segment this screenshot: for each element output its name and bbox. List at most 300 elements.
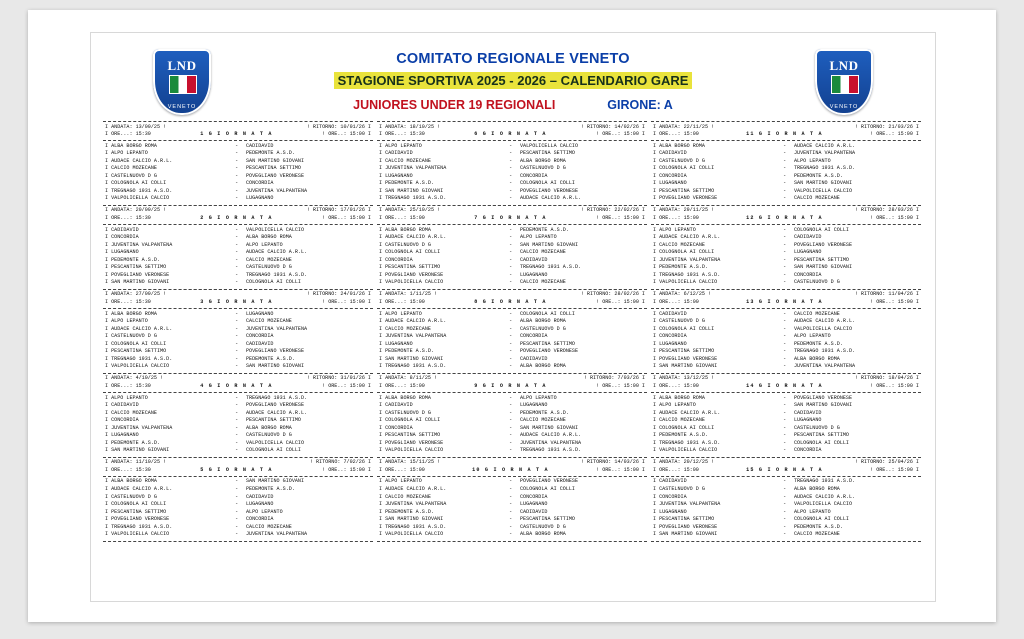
home-team: I CALCIO MOZECANE: [379, 325, 431, 332]
home-team: I SAN MARTINO GIOVANI: [105, 279, 170, 286]
round-block: [651, 373, 921, 458]
match-separator: -: [235, 516, 239, 523]
match-row: [379, 478, 645, 486]
away-team: CADIDAVID: [519, 256, 548, 263]
away-team: PEDEMONTE A.S.D.: [245, 150, 295, 157]
home-team: I SAN MARTINO GIOVANI: [379, 187, 444, 194]
home-team: I PESCANTINA SETTIMO: [653, 516, 715, 523]
match-separator: -: [783, 424, 787, 431]
match-row: [379, 402, 645, 410]
match-row: [653, 195, 919, 203]
home-team: I AUDACE CALCIO A.R.L.: [105, 157, 173, 164]
home-team: I POVEGLIANO VERONESE: [653, 195, 718, 202]
match-separator: -: [783, 523, 787, 530]
home-team: I COLOGNOLA AI COLLI: [653, 424, 715, 431]
match-separator: -: [783, 165, 787, 172]
match-row: [379, 311, 645, 319]
match-row: [379, 333, 645, 341]
match-separator: -: [509, 142, 513, 149]
italian-flag-icon: [831, 75, 859, 94]
match-separator: -: [235, 249, 239, 256]
match-separator: -: [783, 142, 787, 149]
ore-andata: I ORE...: 15:00: [379, 298, 425, 305]
ritorno-date: ! RITORNO: 7/03/26 I: [583, 375, 645, 382]
match-separator: -: [509, 172, 513, 179]
match-separator: -: [783, 256, 787, 263]
away-team: JUVENTINA VALPANTENA: [245, 325, 308, 332]
match-separator: -: [235, 279, 239, 286]
match-row: [379, 447, 645, 455]
home-team: I CONCORDIA: [105, 417, 139, 424]
match-separator: -: [235, 195, 239, 202]
match-list: [103, 477, 373, 541]
ritorno-date: ! RITORNO: 18/04/26 I: [854, 375, 919, 382]
home-team: I PESCANTINA SETTIMO: [653, 187, 715, 194]
match-list: [377, 141, 647, 205]
away-team: TREGNAGO 1931 A.S.D.: [519, 447, 582, 454]
away-team: POVEGLIANO VERONESE: [245, 402, 305, 409]
round-number: 2 G I O R N A T A: [200, 215, 273, 222]
match-row: [379, 432, 645, 440]
match-row: [105, 363, 371, 371]
match-list: [651, 393, 921, 457]
match-separator: -: [783, 318, 787, 325]
match-separator: -: [235, 417, 239, 424]
away-team: ALBA BORGO ROMA: [519, 363, 566, 370]
round-block: [651, 289, 921, 374]
away-team: VALPOLICELLA CALCIO: [793, 325, 853, 332]
home-team: I ALBA BORGO ROMA: [653, 394, 705, 401]
match-row: [379, 356, 645, 364]
ore-ritorno: ! ORE..: 15:00 I: [322, 131, 371, 138]
document-page: [28, 10, 996, 622]
match-separator: -: [509, 493, 513, 500]
match-row: [653, 150, 919, 158]
round-dates: [377, 206, 647, 215]
match-list: [377, 309, 647, 373]
match-row: [379, 272, 645, 280]
home-team: I CALCIO MOZECANE: [379, 493, 431, 500]
match-row: [379, 188, 645, 196]
home-team: I ALBA BORGO ROMA: [379, 394, 431, 401]
home-team: I VALPOLICELLA CALCIO: [105, 195, 170, 202]
round-dates: [103, 206, 373, 215]
away-team: JUVENTINA VALPANTENA: [245, 531, 308, 538]
match-separator: -: [235, 478, 239, 485]
home-team: I TREGNAGO 1931 A.S.D.: [379, 195, 447, 202]
home-team: I TREGNAGO 1931 A.S.D.: [105, 187, 173, 194]
round-times: [651, 131, 921, 141]
home-team: I ALBA BORGO ROMA: [105, 478, 157, 485]
home-team: I PEDEMONTE A.S.D.: [653, 264, 709, 271]
match-row: [379, 234, 645, 242]
match-list: [377, 393, 647, 457]
match-separator: -: [783, 516, 787, 523]
match-row: [653, 279, 919, 287]
match-row: [379, 227, 645, 235]
home-team: I VALPOLICELLA CALCIO: [105, 363, 170, 370]
calendar-grid: [103, 121, 923, 541]
home-team: I PESCANTINA SETTIMO: [105, 508, 167, 515]
match-separator: -: [783, 394, 787, 401]
round-number: 11 G I O R N A T A: [746, 131, 823, 138]
away-team: POVEGLIANO VERONESE: [245, 172, 305, 179]
match-separator: -: [235, 165, 239, 172]
home-team: I AUDACE CALCIO A.R.L.: [105, 325, 173, 332]
home-team: I JUVENTINA VALPANTENA: [379, 165, 447, 172]
home-team: I CONCORDIA: [653, 493, 687, 500]
home-team: I CADIDAVID: [105, 402, 139, 409]
round-dates: [651, 122, 921, 131]
andata-date: I ANDATA: 22/11/25 !: [653, 123, 715, 130]
away-team: CALCIO MOZECANE: [793, 195, 840, 202]
match-row: [379, 395, 645, 403]
match-separator: -: [509, 439, 513, 446]
away-team: VALPOLICELLA CALCIO: [793, 187, 853, 194]
home-team: I SAN MARTINO GIOVANI: [379, 355, 444, 362]
match-row: [653, 486, 919, 494]
match-row: [105, 234, 371, 242]
ore-andata: I ORE...: 15:00: [653, 131, 699, 138]
match-row: [379, 257, 645, 265]
andata-date: I ANDATA: 29/11/25 !: [653, 207, 715, 214]
match-separator: -: [235, 180, 239, 187]
match-separator: -: [235, 234, 239, 241]
home-team: I POVEGLIANO VERONESE: [653, 355, 718, 362]
match-row: [379, 509, 645, 517]
match-separator: -: [235, 363, 239, 370]
away-team: POVEGLIANO VERONESE: [519, 187, 579, 194]
match-separator: -: [509, 310, 513, 317]
home-team: I CADIDAVID: [653, 150, 687, 157]
match-separator: -: [509, 249, 513, 256]
away-team: JUVENTINA VALPANTENA: [245, 187, 308, 194]
away-team: CADIDAVID: [793, 234, 822, 241]
match-row: [105, 249, 371, 257]
away-team: CADIDAVID: [245, 142, 274, 149]
ritorno-date: ! RITORNO: 17/01/26 I: [306, 207, 371, 214]
match-row: [379, 150, 645, 158]
andata-date: I ANDATA: 18/10/25 !: [379, 123, 441, 130]
away-team: CASTELNUOVO D G: [519, 325, 566, 332]
home-team: I ALPO LEPANTO: [653, 226, 696, 233]
ore-andata: I ORE...: 15:30: [105, 382, 151, 389]
home-team: I PESCANTINA SETTIMO: [379, 432, 441, 439]
ore-ritorno: ! ORE..: 15:00 I: [596, 466, 645, 473]
away-team: CONCORDIA: [245, 333, 274, 340]
home-team: I CASTELNUOVO D G: [105, 493, 157, 500]
away-team: PESCANTINA SETTIMO: [245, 417, 301, 424]
away-team: ALPO LEPANTO: [793, 157, 831, 164]
away-team: PESCANTINA SETTIMO: [519, 150, 575, 157]
match-row: [379, 264, 645, 272]
match-row: [653, 531, 919, 539]
match-separator: -: [783, 348, 787, 355]
ore-andata: I ORE...: 15:00: [653, 298, 699, 305]
match-separator: -: [783, 432, 787, 439]
home-team: I ALBA BORGO ROMA: [653, 142, 705, 149]
match-separator: -: [783, 187, 787, 194]
home-team: I JUVENTINA VALPANTENA: [653, 501, 721, 508]
home-team: I JUVENTINA VALPANTENA: [105, 424, 173, 431]
match-row: [653, 188, 919, 196]
away-team: PESCANTINA SETTIMO: [245, 165, 301, 172]
ore-ritorno: ! ORE..: 15:00 I: [322, 215, 371, 222]
home-team: I PESCANTINA SETTIMO: [105, 264, 167, 271]
match-separator: -: [235, 187, 239, 194]
away-team: CASTELNUOVO D G: [793, 424, 840, 431]
home-team: I CALCIO MOZECANE: [105, 409, 157, 416]
home-team: I CADIDAVID: [653, 310, 687, 317]
match-row: [653, 402, 919, 410]
home-team: I AUDACE CALCIO A.R.L.: [379, 234, 447, 241]
match-row: [379, 348, 645, 356]
match-row: [379, 440, 645, 448]
home-team: I PEDEMONTE A.S.D.: [379, 180, 435, 187]
away-team: SAN MARTINO GIOVANI: [793, 264, 853, 271]
away-team: TREGNAGO 1931 A.S.D.: [793, 478, 856, 485]
away-team: COLOGNOLA AI COLLI: [519, 180, 575, 187]
ritorno-date: ! RITORNO: 14/03/26 I: [580, 459, 645, 466]
match-separator: -: [235, 394, 239, 401]
ritorno-date: ! RITORNO: 10/01/26 I: [306, 123, 371, 130]
round-times: [651, 467, 921, 477]
match-separator: -: [783, 333, 787, 340]
home-team: I LUGAGNANO: [653, 180, 687, 187]
away-team: PEDEMONTE A.S.D.: [793, 340, 843, 347]
ore-ritorno: ! ORE..: 15:00 I: [596, 382, 645, 389]
home-team: I LUGAGNANO: [105, 432, 139, 439]
match-list: [651, 477, 921, 541]
match-separator: -: [509, 486, 513, 493]
home-team: I PEDEMONTE A.S.D.: [379, 508, 435, 515]
match-separator: -: [783, 264, 787, 271]
match-row: [105, 395, 371, 403]
ore-andata: I ORE...: 15:00: [653, 215, 699, 222]
round-block: [651, 121, 921, 206]
home-team: I CADIDAVID: [379, 150, 413, 157]
away-team: ALBA BORGO ROMA: [793, 486, 840, 493]
round-number: 10 G I O R N A T A: [472, 466, 549, 473]
match-row: [105, 509, 371, 517]
away-team: CONCORDIA: [519, 172, 548, 179]
match-row: [105, 501, 371, 509]
match-separator: -: [509, 318, 513, 325]
match-separator: -: [235, 271, 239, 278]
match-row: [653, 440, 919, 448]
match-separator: -: [509, 180, 513, 187]
match-list: [651, 141, 921, 205]
calendar-sheet: [90, 32, 936, 602]
home-team: I COLOGNOLA AI COLLI: [379, 249, 441, 256]
home-team: I CADIDAVID: [379, 402, 413, 409]
home-team: I SAN MARTINO GIOVANI: [105, 447, 170, 454]
home-team: I ALPO LEPANTO: [379, 142, 422, 149]
away-team: CASTELNUOVO D G: [519, 165, 566, 172]
match-row: [105, 150, 371, 158]
away-team: ALPO LEPANTO: [793, 333, 831, 340]
away-team: JUVENTINA VALPANTENA: [793, 363, 856, 370]
round-times: [651, 383, 921, 393]
away-team: CADIDAVID: [793, 409, 822, 416]
match-row: [653, 516, 919, 524]
ritorno-date: ! RITORNO: 21/03/26 I: [854, 123, 919, 130]
home-team: I LUGAGNANO: [653, 508, 687, 515]
match-separator: -: [235, 310, 239, 317]
away-team: LUGAGNANO: [519, 501, 548, 508]
ore-andata: I ORE...: 15:00: [379, 382, 425, 389]
round-number: 13 G I O R N A T A: [746, 298, 823, 305]
away-team: SAN MARTINO GIOVANI: [519, 241, 579, 248]
away-team: CADIDAVID: [519, 355, 548, 362]
home-team: I CADIDAVID: [653, 478, 687, 485]
match-separator: -: [509, 340, 513, 347]
match-separator: -: [783, 310, 787, 317]
home-team: I CONCORDIA: [379, 424, 413, 431]
match-row: [105, 272, 371, 280]
match-row: [379, 249, 645, 257]
home-team: I CASTELNUOVO D G: [653, 318, 705, 325]
home-team: I CONCORDIA: [105, 234, 139, 241]
match-separator: -: [235, 402, 239, 409]
home-team: I PEDEMONTE A.S.D.: [105, 439, 161, 446]
away-team: LUGAGNANO: [793, 417, 822, 424]
away-team: PEDEMONTE A.S.D.: [793, 523, 843, 530]
ore-andata: I ORE...: 15:30: [105, 215, 151, 222]
andata-date: I ANDATA: 4/10/25 !: [105, 375, 164, 382]
home-team: I POVEGLIANO VERONESE: [379, 271, 444, 278]
andata-date: I ANDATA: 6/12/25 !: [653, 291, 712, 298]
ore-ritorno: ! ORE..: 15:00 I: [322, 298, 371, 305]
match-separator: -: [783, 241, 787, 248]
title-block: [241, 51, 785, 112]
match-separator: -: [783, 271, 787, 278]
match-separator: -: [235, 409, 239, 416]
home-team: I ALPO LEPANTO: [105, 150, 148, 157]
away-team: CALCIO MOZECANE: [519, 279, 566, 286]
match-row: [653, 363, 919, 371]
home-team: I CONCORDIA: [379, 256, 413, 263]
round-number: 4 G I O R N A T A: [200, 382, 273, 389]
away-team: ALPO LEPANTO: [245, 508, 283, 515]
home-team: I COLOGNOLA AI COLLI: [653, 165, 715, 172]
match-row: [105, 341, 371, 349]
match-row: [653, 348, 919, 356]
away-team: COLOGNOLA AI COLLI: [519, 486, 575, 493]
match-separator: -: [783, 363, 787, 370]
match-row: [653, 447, 919, 455]
away-team: CONCORDIA: [519, 493, 548, 500]
home-team: I CONCORDIA: [653, 172, 687, 179]
match-row: [105, 279, 371, 287]
match-separator: -: [509, 523, 513, 530]
ore-andata: I ORE...: 15:00: [379, 215, 425, 222]
match-row: [379, 326, 645, 334]
match-separator: -: [235, 150, 239, 157]
home-team: I COLOGNOLA AI COLLI: [105, 180, 167, 187]
match-row: [105, 188, 371, 196]
match-row: [653, 432, 919, 440]
home-team: I COLOGNOLA AI COLLI: [379, 417, 441, 424]
away-team: COLOGNOLA AI COLLI: [793, 516, 849, 523]
match-row: [105, 158, 371, 166]
match-row: [379, 173, 645, 181]
match-separator: -: [509, 271, 513, 278]
match-row: [653, 143, 919, 151]
round-number: 8 G I O R N A T A: [474, 298, 547, 305]
home-team: I VALPOLICELLA CALCIO: [379, 447, 444, 454]
round-times: [651, 299, 921, 309]
match-separator: -: [509, 501, 513, 508]
home-team: I LUGAGNANO: [105, 249, 139, 256]
away-team: CONCORDIA: [245, 516, 274, 523]
match-row: [653, 356, 919, 364]
ore-ritorno: ! ORE..: 15:00 I: [870, 466, 919, 473]
match-row: [653, 501, 919, 509]
home-team: I TREGNAGO 1931 A.S.D.: [653, 271, 721, 278]
match-separator: -: [235, 432, 239, 439]
ritorno-date: ! RITORNO: 28/02/26 I: [580, 291, 645, 298]
match-row: [379, 494, 645, 502]
ore-ritorno: ! ORE..: 15:00 I: [322, 466, 371, 473]
match-row: [105, 447, 371, 455]
home-team: I TREGNAGO 1931 A.S.D.: [653, 439, 721, 446]
match-separator: -: [235, 157, 239, 164]
match-row: [379, 410, 645, 418]
match-list: [377, 477, 647, 541]
match-separator: -: [235, 333, 239, 340]
away-team: LUGAGNANO: [245, 501, 274, 508]
andata-date: I ANDATA: 13/12/25 !: [653, 375, 715, 382]
match-row: [105, 333, 371, 341]
match-separator: -: [509, 355, 513, 362]
match-row: [379, 417, 645, 425]
round-number: 5 G I O R N A T A: [200, 466, 273, 473]
away-team: CONCORDIA: [793, 271, 822, 278]
match-separator: -: [509, 516, 513, 523]
home-team: I JUVENTINA VALPANTENA: [379, 333, 447, 340]
match-row: [105, 227, 371, 235]
match-row: [105, 478, 371, 486]
round-block: [651, 205, 921, 290]
home-team: I POVEGLIANO VERONESE: [105, 271, 170, 278]
match-separator: -: [509, 478, 513, 485]
ritorno-date: ! RITORNO: 14/02/26 I: [580, 123, 645, 130]
away-team: ALPO LEPANTO: [519, 394, 557, 401]
away-team: CASTELNUOVO D G: [519, 523, 566, 530]
home-team: I AUDACE CALCIO A.R.L.: [653, 234, 721, 241]
match-row: [379, 318, 645, 326]
home-team: I TREGNAGO 1931 A.S.D.: [105, 523, 173, 530]
calendar-column: [377, 121, 647, 541]
round-times: [103, 299, 373, 309]
match-row: [105, 195, 371, 203]
away-team: VALPOLICELLA CALCIO: [519, 142, 579, 149]
match-separator: -: [783, 279, 787, 286]
match-row: [653, 234, 919, 242]
match-separator: -: [235, 325, 239, 332]
home-team: I COLOGNOLA AI COLLI: [105, 340, 167, 347]
match-row: [379, 486, 645, 494]
match-row: [379, 425, 645, 433]
round-times: [377, 131, 647, 141]
match-row: [653, 165, 919, 173]
round-dates: [377, 290, 647, 299]
away-team: ALBA BORGO ROMA: [519, 531, 566, 538]
round-block: [377, 121, 647, 206]
away-team: CONCORDIA: [245, 180, 274, 187]
away-team: SAN MARTINO GIOVANI: [245, 478, 305, 485]
